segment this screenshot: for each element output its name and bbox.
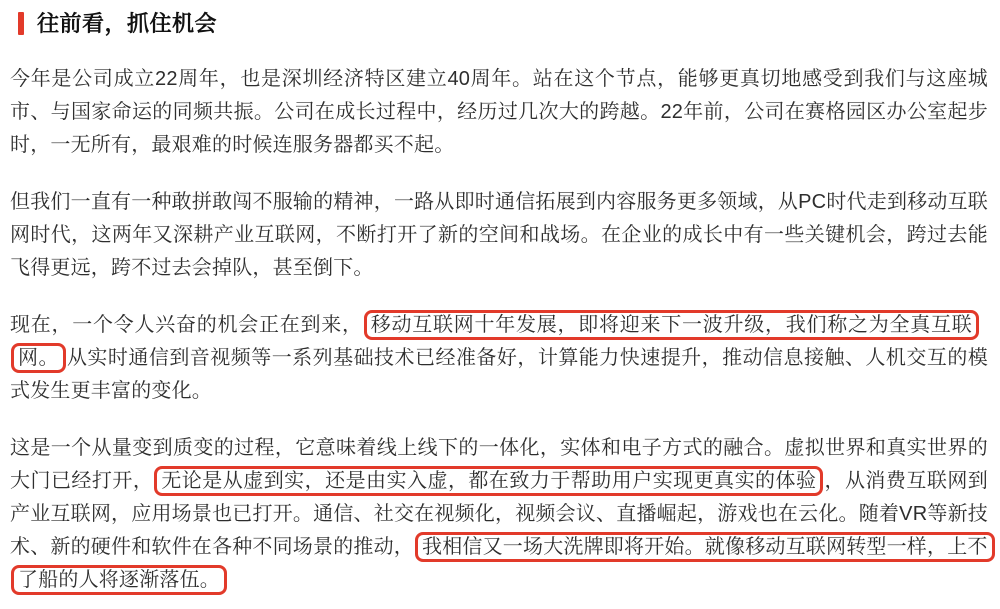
paragraph-3 <box>10 309 988 408</box>
paragraph-1 <box>10 63 988 162</box>
section-header <box>18 12 988 35</box>
paragraph-text: 这是一个从量变到质变的过程，它意味着线上线下的一体化，实体和电子方式的融合。虚拟世界和真实世界的大门已经打开， <box>10 437 988 492</box>
paragraph-2 <box>10 186 988 285</box>
paragraph-text: ，从消费互联网到产业互联网，应用场景也已打开。通信、社交在视频化，视频会议、直播崛起，游戏也在云化。随着VR等新技术、新的硬件和软件在各种不同场景的推动， <box>10 470 988 558</box>
section-title: 往前看，抓住机会 <box>37 11 218 36</box>
paragraph-text: 现在，一个令人兴奋的机会正在到来， <box>10 314 363 336</box>
paragraph-4 <box>10 432 988 597</box>
paragraph-text: 但我们一直有一种敢拼敢闯不服输的精神，一路从即时通信拓展到内容服务更多领域，从PC时代走到移动互联网时代，这两年又深耕产业互联网，不断打开了新的空间和战场。在企业的成长中有一些关键机会，跨过去能飞得更远，跨不过去会掉队，甚至倒下。 <box>10 191 988 279</box>
highlight-box-annotation: 我相信又一场大洗牌即将开始。就像移动互联网转型一样，上不了船的人将逐渐落伍。 <box>11 532 995 595</box>
paragraph-text: 今年是公司成立22周年，也是深圳经济特区建立40周年。站在这个节点，能够更真切地感受到我们与这座城市、与国家命运的同频共振。公司在成长过程中，经历过几次大的跨越。22年前，公司在赛格园区办公室起步时，一无所有，最艰难的时候连服务器都买不起。 <box>10 68 988 156</box>
title-accent-bar-icon <box>18 12 24 35</box>
paragraph-text: 从实时通信到音视频等一系列基础技术已经准备好，计算能力快速提升，推动信息接触、人机交互的模式发生更丰富的变化。 <box>10 347 988 402</box>
highlight-box-annotation: 无论是从虚到实，还是由实入虚，都在致力于帮助用户实现更真实的体验 <box>154 466 823 496</box>
highlight-box-annotation: 移动互联网十年发展，即将迎来下一波升级，我们称之为全真互联网。 <box>11 310 979 373</box>
